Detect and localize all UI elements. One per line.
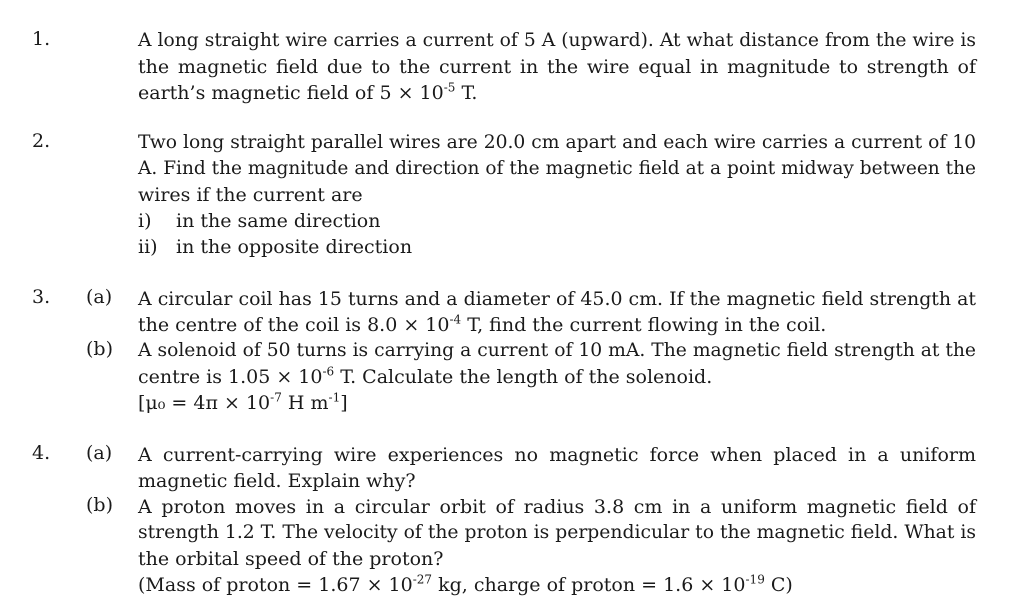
text-fragment: T. Calculate the length of the solenoid. bbox=[334, 366, 713, 388]
text-line: wires if the current are bbox=[138, 184, 363, 206]
question-number: 2. bbox=[32, 130, 51, 152]
part-text bbox=[138, 338, 976, 416]
text-fragment: centre is 1.05 × 10 bbox=[138, 366, 323, 388]
text-line: magnetic field. Explain why? bbox=[138, 470, 416, 492]
list-item-label: ii) bbox=[138, 236, 158, 258]
question-number: 3. bbox=[32, 286, 51, 308]
text-fragment: T. bbox=[455, 82, 478, 104]
text-fragment: C) bbox=[764, 574, 793, 596]
text-line bbox=[138, 312, 976, 338]
text-line: strength 1.2 T. The velocity of the proton is perpendicular to the magnetic field. What is bbox=[138, 522, 976, 543]
text-fragment: (Mass of proton = 1.67 × 10 bbox=[138, 574, 413, 596]
text-line: A long straight wire carries a current of 5 A (upward). At what distance from the wire is bbox=[138, 30, 976, 51]
text-line: A. Find the magnitude and direction of the magnetic field at a point midway between the bbox=[138, 158, 976, 179]
list-item bbox=[138, 208, 976, 234]
text-fragment: ] bbox=[340, 392, 348, 414]
text-fragment: the centre of the coil is 8.0 × 10 bbox=[138, 314, 450, 336]
exponent: -19 bbox=[745, 572, 765, 587]
list-item-text: in the same direction bbox=[176, 210, 381, 232]
text-line bbox=[138, 80, 976, 106]
list-item-text: in the opposite direction bbox=[176, 236, 413, 258]
text-line: Two long straight parallel wires are 20.0 cm apart and each wire carries a current of 10 bbox=[138, 132, 976, 153]
text-fragment: earth’s magnetic field of 5 × 10 bbox=[138, 82, 444, 104]
question-number: 1. bbox=[32, 28, 51, 50]
exponent: -7 bbox=[270, 390, 282, 405]
part-text bbox=[138, 442, 976, 494]
list-item bbox=[138, 234, 976, 260]
text-line: A solenoid of 50 turns is carrying a current of 10 mA. The magnetic field strength at the bbox=[138, 340, 976, 361]
text-line: A circular coil has 15 turns and a diameter of 45.0 cm. If the magnetic field strength at bbox=[138, 288, 976, 310]
text-line: A current-carrying wire experiences no magnetic force when placed in a uniform bbox=[138, 444, 976, 466]
part-text bbox=[138, 286, 976, 338]
list-item-label: i) bbox=[138, 210, 152, 232]
question-text bbox=[138, 130, 976, 260]
text-line bbox=[138, 364, 976, 390]
constant-line bbox=[138, 390, 976, 416]
exponent: -1 bbox=[328, 390, 341, 405]
question-number: 4. bbox=[32, 442, 51, 464]
part-label: (b) bbox=[86, 338, 113, 360]
text-fragment: [μ₀ = 4π × 10 bbox=[138, 392, 271, 414]
question-text bbox=[138, 28, 976, 106]
part-label: (b) bbox=[86, 494, 113, 516]
part-label: (a) bbox=[86, 286, 113, 308]
exponent: -5 bbox=[443, 80, 456, 95]
constant-line bbox=[138, 572, 976, 598]
exponent: -6 bbox=[322, 364, 335, 379]
text-fragment: kg, charge of proton = 1.6 × 10 bbox=[432, 574, 746, 596]
part-text bbox=[138, 494, 976, 598]
part-label: (a) bbox=[86, 442, 113, 464]
text-line: A proton moves in a circular orbit of radius 3.8 cm in a uniform magnetic field of bbox=[138, 496, 976, 518]
text-fragment: T, find the current flowing in the coil. bbox=[461, 314, 827, 336]
exponent: -27 bbox=[412, 572, 433, 587]
text-line: the orbital speed of the proton? bbox=[138, 548, 444, 570]
exponent: -4 bbox=[449, 312, 462, 327]
text-fragment: H m bbox=[281, 392, 329, 414]
text-line: the magnetic field due to the current in the wire equal in magnitude to strength of bbox=[138, 56, 976, 78]
